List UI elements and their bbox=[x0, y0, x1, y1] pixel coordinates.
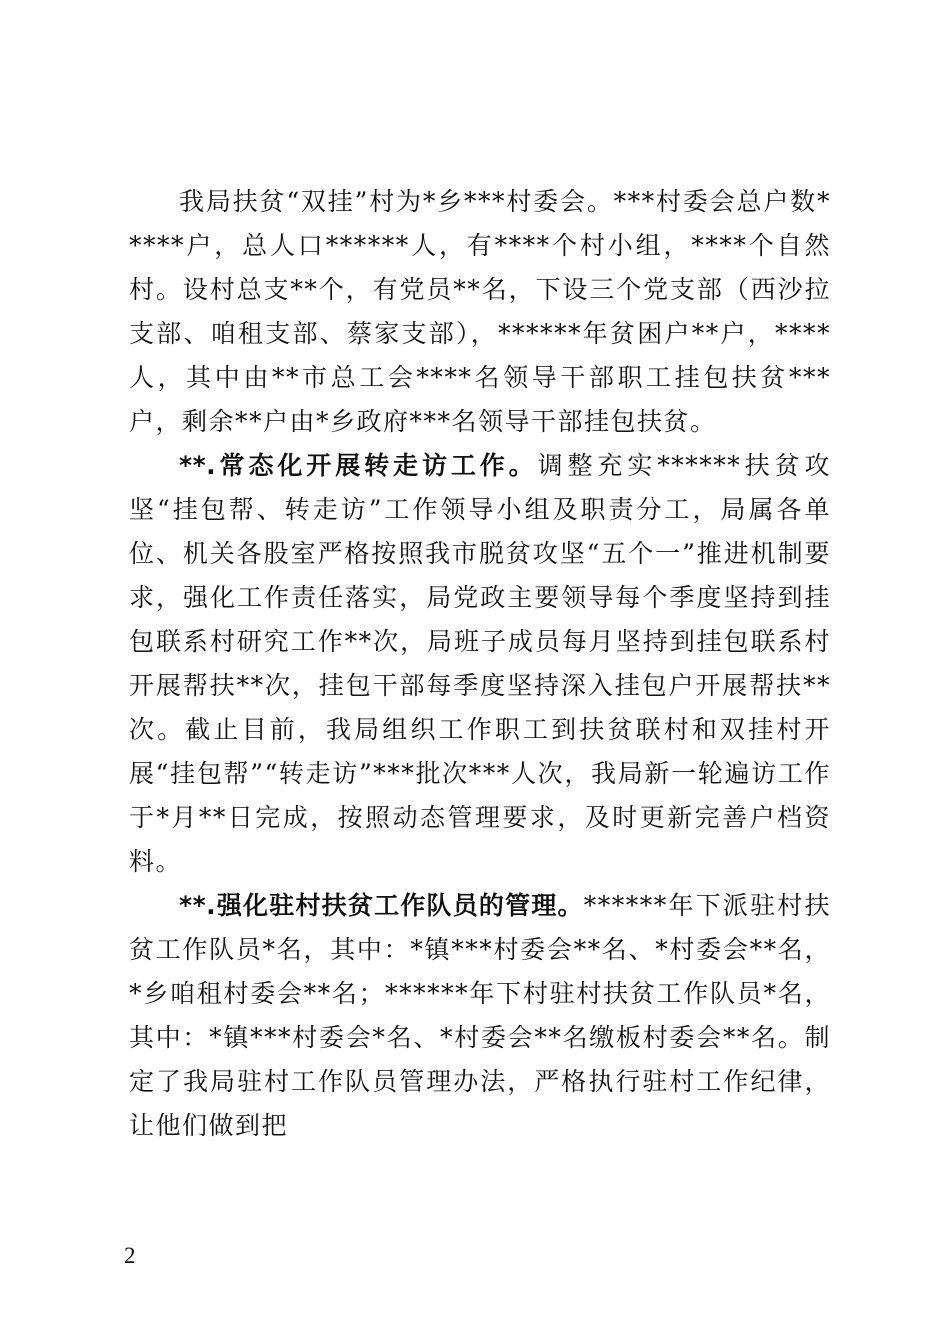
paragraph-lead: **.强化驻村扶贫工作队员的管理。 bbox=[179, 891, 584, 920]
paragraph-village-overview bbox=[129, 180, 831, 444]
body-text bbox=[129, 180, 831, 1148]
paragraph-visit-work bbox=[129, 444, 831, 884]
paragraph-text: ******年下派驻村扶贫工作队员*名，其中：*镇***村委会**名、*村委会**名，*乡咱租村委会**名；******年下村驻村扶贫工作队员*名，其中：*镇***村委会*名、*村委会**名缴板村委会**名。制定了我局驻村工作队员管理办法，严格执行驻村工作纪律，让他们做到把 bbox=[129, 891, 831, 1140]
paragraph-team-management bbox=[129, 884, 831, 1148]
paragraph-text: 我局扶贫“双挂”村为*乡***村委会。***村委会总户数*****户，总人口******人，有****个村小组，****个自然村。设村总支**个，有党员**名，下设三个党支部（西沙拉支部、咱租支部、蔡家支部），******年贫困户**户，****人，其中由**市总工会****名领导干部职工挂包扶贫***户，剩余**户由*乡政府***名领导干部挂包扶贫。 bbox=[129, 187, 831, 436]
page-number: 2 bbox=[124, 1243, 136, 1268]
paragraph-lead: **.常态化开展转走访工作。 bbox=[179, 451, 538, 480]
paragraph-text: 调整充实******扶贫攻坚“挂包帮、转走访”工作领导小组及职责分工，局属各单位、机关各股室严格按照我市脱贫攻坚“五个一”推进机制要求，强化工作责任落实，局党政主要领导每个季度坚持到挂包联系村研究工作**次，局班子成员每月坚持到挂包联系村开展帮扶**次，挂包干部每季度坚持深入挂包户开展帮扶**次。截止目前，我局组织工作职工到扶贫联村和双挂村开展“挂包帮”“转走访”***批次***人次，我局新一轮遍访工作于*月**日完成，按照动态管理要求，及时更新完善户档资料。 bbox=[129, 451, 831, 876]
